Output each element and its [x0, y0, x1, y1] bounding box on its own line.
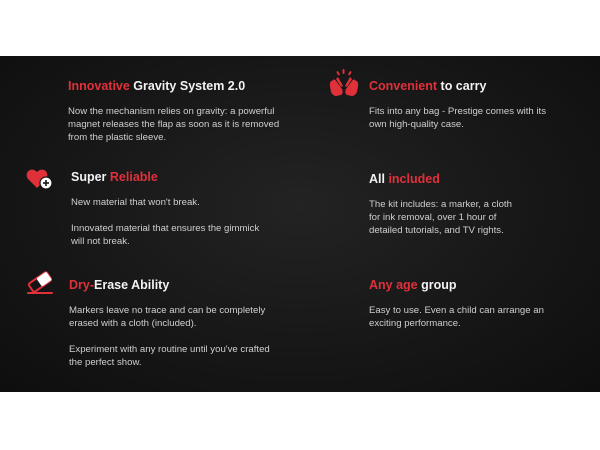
desc-line: will not break.	[71, 236, 130, 247]
feature-description	[369, 198, 589, 237]
heading-rest: Erase Ability	[94, 278, 170, 292]
feature-dry-erase	[69, 278, 309, 369]
desc-line: exciting performance.	[369, 318, 461, 329]
feature-heading	[369, 278, 589, 293]
feature-gravity-system	[68, 79, 298, 144]
desc-line: Experiment with any routine until you've crafted	[69, 344, 270, 355]
clapping-hands-icon	[329, 69, 359, 97]
feature-description	[69, 343, 309, 369]
desc-line: for ink removal, over 1 hour of	[369, 212, 497, 223]
desc-line: from the plastic sleeve.	[68, 132, 167, 143]
desc-line: Fits into any bag - Prestige comes with its	[369, 106, 547, 117]
feature-description	[369, 304, 589, 330]
feature-heading	[71, 170, 301, 185]
desc-line: Markers leave no trace and can be completely	[69, 305, 266, 316]
heart-plus-icon	[26, 167, 54, 191]
eraser-icon	[26, 269, 54, 295]
feature-description	[71, 222, 301, 248]
desc-line: Innovated material that ensures the gimmick	[71, 223, 260, 234]
feature-super-reliable	[71, 170, 301, 248]
desc-line: detailed tutorials, and TV rights.	[369, 225, 504, 236]
feature-description	[69, 304, 309, 330]
desc-line: erased with a cloth (included).	[69, 318, 197, 329]
desc-line: New material that won't break.	[71, 197, 200, 208]
desc-line: the perfect show.	[69, 357, 142, 368]
feature-any-age	[369, 278, 589, 330]
feature-heading	[369, 172, 589, 187]
feature-description	[369, 105, 589, 131]
feature-convenient-carry	[369, 79, 589, 131]
heading-rest: Gravity System 2.0	[129, 79, 246, 93]
heading-accent: Dry-	[69, 278, 95, 292]
heading-accent: Reliable	[109, 170, 158, 184]
heading-rest: to carry	[437, 79, 487, 93]
heading-accent: included	[388, 172, 440, 186]
desc-line: Easy to use. Even a child can arrange an	[369, 305, 544, 316]
heading-pre: All	[369, 172, 389, 186]
desc-line: magnet releases the flap as soon as it is removed	[68, 119, 280, 130]
feature-heading	[68, 79, 298, 94]
desc-line: own high-quality case.	[369, 119, 464, 130]
desc-line: The kit includes: a marker, a cloth	[369, 199, 512, 210]
feature-panel	[0, 56, 600, 392]
feature-description	[71, 196, 301, 209]
feature-heading	[369, 79, 589, 94]
heading-accent: Innovative	[68, 79, 130, 93]
feature-all-included	[369, 172, 589, 237]
feature-description	[68, 105, 298, 144]
heading-pre: Super	[71, 170, 110, 184]
feature-heading	[69, 278, 309, 293]
desc-line: Now the mechanism relies on gravity: a powerful	[68, 106, 275, 117]
heading-rest: group	[417, 278, 457, 292]
heading-accent: Any age	[369, 278, 418, 292]
heading-accent: Convenient	[369, 79, 438, 93]
